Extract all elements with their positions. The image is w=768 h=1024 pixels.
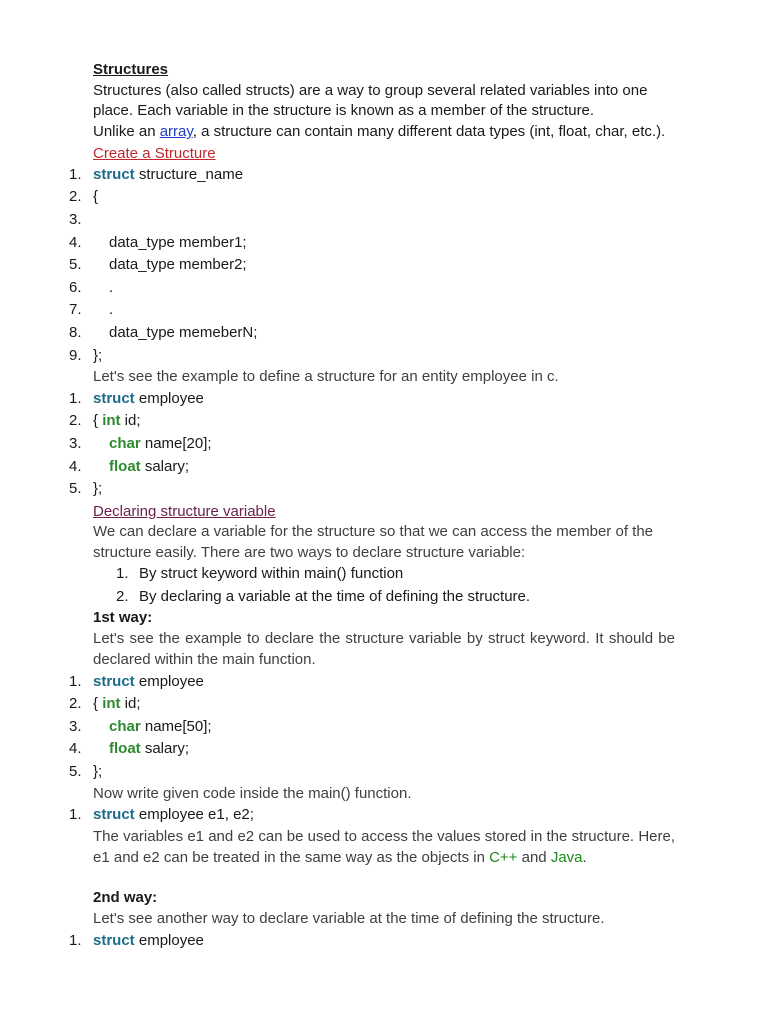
code-line: 1. struct employee — [69, 672, 204, 690]
first-way-code — [69, 671, 675, 784]
array-link[interactable]: array — [159, 123, 193, 141]
structure-syntax-code — [69, 164, 675, 367]
document-content — [69, 60, 675, 952]
first-way-label: 1st way: — [93, 609, 153, 627]
list-item: 1. By struct keyword within main() function — [116, 565, 404, 583]
code-line: 1. struct employee e1, e2; — [69, 806, 254, 824]
period-text: . — [582, 848, 587, 866]
declaring-paragraph: We can declare a variable for the structure so that we can access the member of the structure easily. There are two ways to declare structure variable: — [93, 522, 654, 561]
array-text-before: Unlike an — [93, 123, 160, 141]
code-line: 7. . — [69, 301, 114, 319]
array-text-after: , a structure can contain many different data types (int, float, char, etc.). — [192, 123, 666, 141]
main-intro: Now write given code inside the main() function. — [93, 784, 412, 802]
second-way-code — [69, 930, 675, 953]
code-line: 5. }; — [69, 480, 103, 498]
and-text: and — [517, 848, 551, 866]
code-line: 4. float salary; — [69, 740, 190, 758]
variables-text: The variables e1 and e2 can be used to access the values stored in the structure. Here, e1 and e2 can be treated in the same way as the objects in — [93, 827, 675, 866]
main-code — [69, 804, 675, 827]
code-line: 1. struct employee — [69, 931, 204, 949]
code-line: 6. . — [69, 278, 114, 296]
code-line: 2. { — [69, 188, 99, 206]
code-line: 1. struct employee — [69, 389, 204, 407]
code-line: 4. float salary; — [69, 457, 190, 475]
code-line: 8. data_type memeberN; — [69, 323, 258, 341]
code-line: 2. { int id; — [69, 412, 141, 430]
first-way-paragraph: Let's see the example to declare the structure variable by struct keyword. It should be declared within the main function. — [93, 630, 675, 668]
spacer — [93, 868, 675, 888]
code-line: 5. }; — [69, 762, 103, 780]
list-item: 2. By declaring a variable at the time of defining the structure. — [116, 587, 531, 605]
code-line: 3. — [69, 211, 82, 228]
code-line: 3. char name[20]; — [69, 435, 212, 453]
array-paragraph — [93, 122, 675, 143]
code-line: 3. char name[50]; — [69, 717, 212, 735]
cpp-link[interactable]: C++ — [489, 848, 518, 866]
variables-paragraph — [93, 827, 675, 868]
example-intro: Let's see the example to define a structure for an entity employee in c. — [93, 368, 559, 386]
second-way-paragraph: Let's see another way to declare variable at the time of defining the structure. — [93, 909, 605, 927]
code-line: 9. }; — [69, 346, 103, 364]
second-way-label: 2nd way: — [93, 889, 158, 907]
employee-struct-code — [69, 388, 675, 501]
ways-list — [93, 563, 675, 608]
code-line: 1. struct structure_name — [69, 165, 244, 183]
code-line: 5. data_type member2; — [69, 256, 247, 274]
java-link[interactable]: Java — [550, 848, 583, 866]
page-title: Structures — [93, 61, 169, 78]
intro-paragraph: Structures (also called structs) are a way to group several related variables into one place. Each variable in the structure is known as a member of the structure. — [93, 81, 648, 120]
create-structure-link[interactable]: Create a Structure — [93, 144, 216, 162]
code-line: 4. data_type member1; — [69, 233, 247, 251]
code-line: 2. { int id; — [69, 695, 141, 713]
declaring-variable-link[interactable]: Declaring structure variable — [93, 502, 276, 520]
